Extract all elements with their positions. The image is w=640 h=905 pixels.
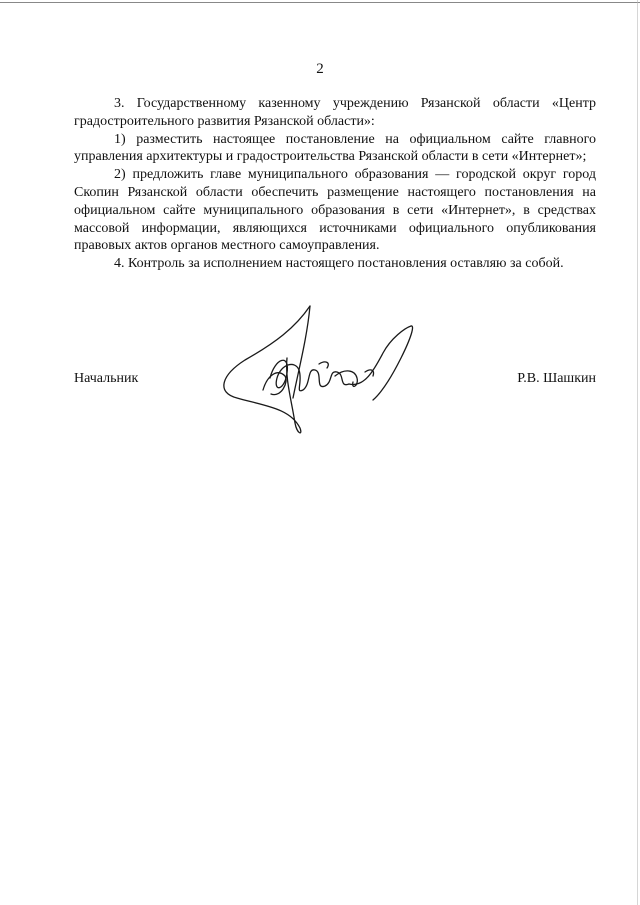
paragraph-4: 4. Контроль за исполнением настоящего постановления оставляю за собой.: [114, 256, 564, 272]
signer-name: Р.В. Шашкин: [517, 371, 596, 386]
paragraph-3-item-1: 1) разместить настоящее постановление на официальном сайте главного управления архитектуры и градостроительства Рязанской области в сети «Интернет»;: [74, 131, 596, 165]
scan-edge-right: [637, 0, 638, 905]
handwritten-signature: [215, 298, 425, 438]
page-number: 2: [316, 61, 324, 77]
scan-edge-top: [0, 2, 640, 3]
signer-title: Начальник: [74, 371, 139, 386]
paragraph-3: 3. Государственному казенному учреждению Рязанской области «Центр градостроительного развития Рязанской области»:: [74, 96, 596, 129]
paragraph-3-item-2: 2) предложить главе муниципального образования — городской округ город Скопин Рязанской области обеспечить размещение настоящего постановления на официальном сайте муниципального образования в сети «Интернет», в средствах массовой информации, являющихся источниками официального опубликования правовых актов органов местного самоуправления.: [74, 167, 596, 254]
document-body: [74, 95, 596, 273]
